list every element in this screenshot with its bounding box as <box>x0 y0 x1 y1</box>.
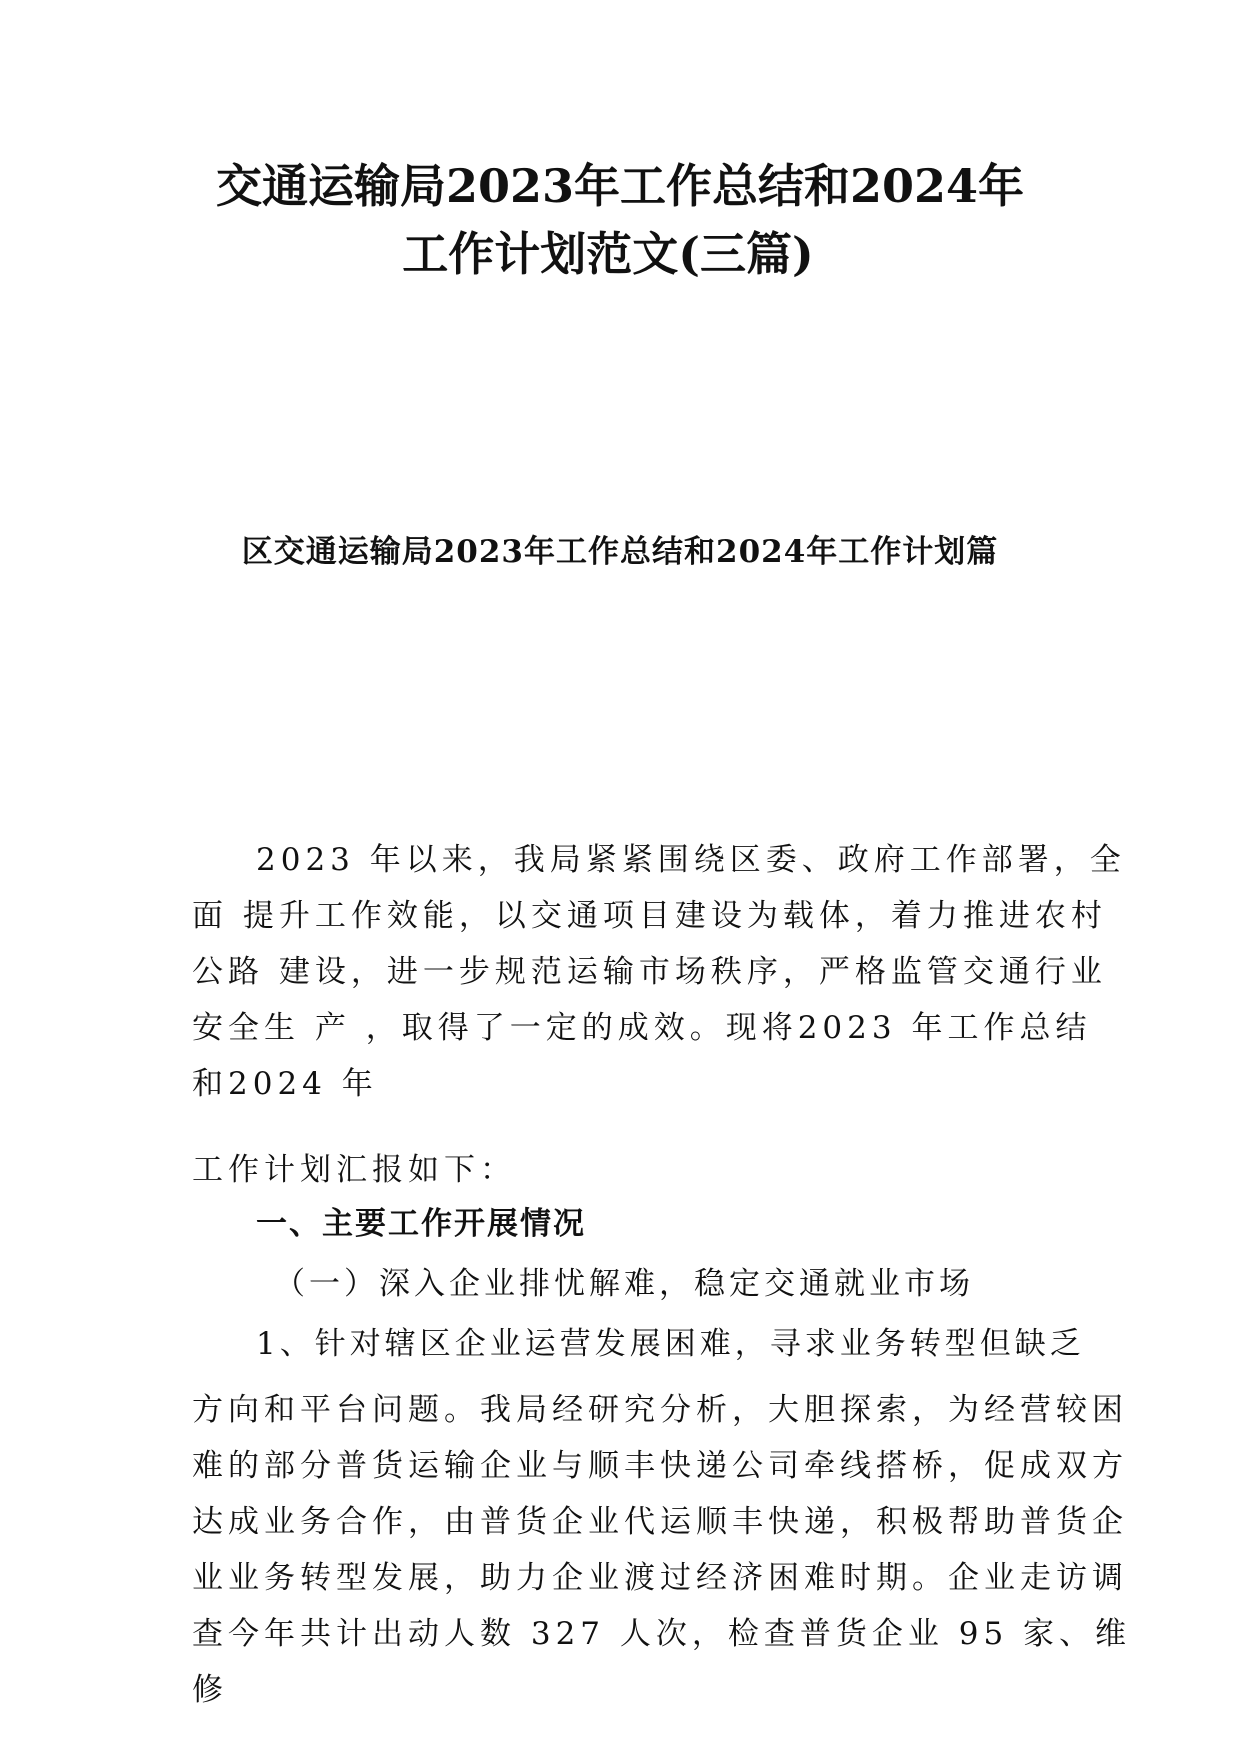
intro-line: 2023 年以来，我局紧紧围绕区委、政府工作部署，全 <box>256 842 1126 878</box>
document-subtitle: 区交通运输局2023年工作总结和2024年工作计划篇 <box>241 534 999 570</box>
intro-line: 和2024 年 <box>192 1066 378 1102</box>
item1-paragraph <box>192 1382 1132 1718</box>
intro-tail-line: 工作计划汇报如下： <box>192 1152 516 1188</box>
intro-line: 安全生 产 ，取得了一定的成效。现将2023 年工作总结 <box>192 1010 1092 1046</box>
item1-line: 方向和平台问题。我局经研究分析，大胆探索，为经营较困 <box>192 1392 1128 1428</box>
item1-line: 达成业务合作，由普货企业代运顺丰快递，积极帮助普货企 <box>192 1504 1128 1540</box>
item1-line: 业业务转型发展，助力企业渡过经济困难时期。企业走访调 <box>192 1560 1128 1596</box>
section-heading: 一、主要工作开展情况 <box>256 1206 586 1242</box>
document-title-line-2: 工作计划范文(三篇) <box>402 227 814 281</box>
subsection-heading: （一）深入企业排忧解难，稳定交通就业市场 <box>274 1266 974 1302</box>
item1-first-line: 1、针对辖区企业运营发展困难，寻求业务转型但缺乏 <box>256 1326 1085 1362</box>
item1-line: 修 <box>192 1672 228 1708</box>
document-title-line-1: 交通运输局2023年工作总结和2024年 <box>215 159 1025 213</box>
item1-line: 难的部分普货运输企业与顺丰快递公司牵线搭桥，促成双方 <box>192 1448 1128 1484</box>
intro-line: 公路 建设，进一步规范运输市场秩序，严格监管交通行业 <box>192 954 1107 990</box>
intro-tail <box>192 1142 1072 1198</box>
intro-line: 面 提升工作效能，以交通项目建设为载体，着力推进农村 <box>192 898 1107 934</box>
intro-paragraph <box>192 832 1126 1112</box>
item1-line: 查今年共计出动人数 327 人次，检查普货企业 95 家、维 <box>192 1616 1132 1652</box>
